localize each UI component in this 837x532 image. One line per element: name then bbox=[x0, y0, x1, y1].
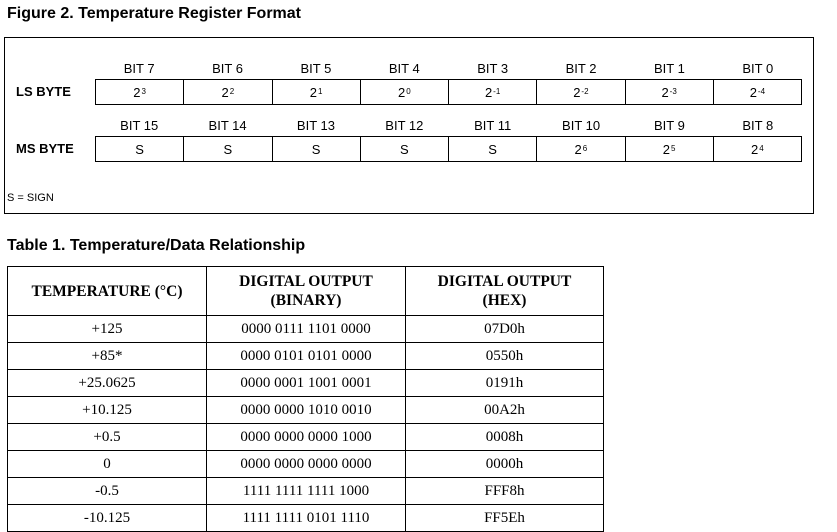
bit-label: BIT 0 bbox=[742, 61, 774, 76]
bit-cell: 2 6 bbox=[537, 137, 625, 161]
bit-label: BIT 5 bbox=[300, 61, 332, 76]
bit-value-base: 2 bbox=[751, 141, 759, 157]
bit-value-base: 2 bbox=[398, 84, 406, 100]
table-cell: +125 bbox=[8, 316, 207, 343]
sign-legend: S = SIGN bbox=[7, 192, 54, 204]
table-title: Table 1. Temperature/Data Relationship bbox=[7, 237, 306, 254]
column-header bbox=[406, 267, 604, 316]
bit-cell: 2 1 bbox=[273, 80, 361, 104]
bit-value-base: 2 bbox=[749, 84, 757, 100]
bit-cell bbox=[361, 137, 449, 161]
table-cell: 0550h bbox=[406, 343, 604, 370]
table-cell: 0 bbox=[8, 451, 207, 478]
bit-value-base: 2 bbox=[484, 84, 493, 100]
table-cell: +85* bbox=[8, 343, 207, 370]
table-cell: 0000h bbox=[406, 451, 604, 478]
bit-cell: 2 3 bbox=[96, 80, 184, 104]
bit-label: BIT 14 bbox=[208, 118, 247, 133]
figure-title: Figure 2. Temperature Register Format bbox=[7, 5, 301, 22]
bit-label: BIT 2 bbox=[565, 61, 597, 76]
table-row bbox=[8, 343, 604, 370]
bit-label: BIT 13 bbox=[296, 118, 335, 133]
table-cell: -0.5 bbox=[8, 478, 207, 505]
table-row bbox=[8, 316, 604, 343]
bit-value-base: S bbox=[400, 141, 409, 157]
bit-cell: 2 -3 bbox=[626, 80, 714, 104]
table-cell: 07D0h bbox=[406, 316, 604, 343]
temperature-data-table bbox=[7, 266, 604, 532]
bit-cell: 2 5 bbox=[626, 137, 714, 161]
bit-label: BIT 3 bbox=[477, 61, 509, 76]
bit-label: BIT 9 bbox=[654, 118, 685, 133]
bit-cell: 2 4 bbox=[714, 137, 802, 161]
ms-bit-labels bbox=[95, 118, 802, 134]
bit-cell: 2 0 bbox=[361, 80, 449, 104]
bit-value-base: 2 bbox=[574, 141, 582, 157]
column-header-text: DIGITAL OUTPUT bbox=[239, 273, 373, 290]
table-row bbox=[8, 478, 604, 505]
bit-label: BIT 11 bbox=[474, 118, 512, 133]
bit-cell: 2 -2 bbox=[537, 80, 625, 104]
bit-label: BIT 6 bbox=[212, 61, 243, 76]
table-cell: +0.5 bbox=[8, 424, 207, 451]
table-cell: 0000 0000 0000 0000 bbox=[207, 451, 406, 478]
bit-cell bbox=[273, 137, 361, 161]
bit-label: BIT 7 bbox=[123, 61, 155, 76]
bit-label: BIT 4 bbox=[388, 61, 420, 76]
table-row bbox=[8, 451, 604, 478]
table-cell: 00A2h bbox=[406, 397, 604, 424]
table-cell: FF5Eh bbox=[406, 505, 604, 532]
bit-value-base: S bbox=[223, 141, 233, 157]
bit-value-base: 2 bbox=[661, 84, 669, 100]
table-cell: FFF8h bbox=[406, 478, 604, 505]
column-header bbox=[8, 267, 207, 316]
table-cell: 1111 1111 0101 1110 bbox=[207, 505, 406, 532]
column-header bbox=[207, 267, 406, 316]
table-row bbox=[8, 397, 604, 424]
ms-byte-row bbox=[95, 136, 802, 162]
table-cell: 0000 0000 1010 0010 bbox=[207, 397, 406, 424]
table-cell: 0000 0001 1001 0001 bbox=[207, 370, 406, 397]
table-cell: 0191h bbox=[406, 370, 604, 397]
column-header-text: (BINARY) bbox=[270, 292, 342, 309]
bit-value-base: 2 bbox=[221, 84, 229, 100]
register-format-figure bbox=[4, 37, 814, 214]
bit-label: BIT 15 bbox=[120, 118, 159, 133]
bit-value-base: 2 bbox=[573, 84, 581, 100]
table-cell: 0000 0000 0000 1000 bbox=[207, 424, 406, 451]
bit-value-base: 2 bbox=[662, 141, 671, 157]
bit-cell: 2 -4 bbox=[714, 80, 802, 104]
column-header-text: DIGITAL OUTPUT bbox=[437, 273, 572, 290]
table-cell: -10.125 bbox=[8, 505, 207, 532]
table-cell: +10.125 bbox=[8, 397, 207, 424]
table-cell: 0008h bbox=[406, 424, 604, 451]
table-cell: +25.0625 bbox=[8, 370, 207, 397]
bit-cell: 2 2 bbox=[184, 80, 272, 104]
column-header-text: TEMPERATURE (°C) bbox=[31, 282, 183, 300]
column-header-text: (HEX) bbox=[482, 292, 527, 309]
bit-label: BIT 10 bbox=[562, 118, 601, 133]
table-row bbox=[8, 424, 604, 451]
table-row bbox=[8, 505, 604, 532]
table-row bbox=[8, 370, 604, 397]
bit-value-base: 2 bbox=[309, 84, 318, 100]
ls-bit-labels bbox=[95, 61, 802, 77]
table-header-row bbox=[8, 267, 604, 316]
ls-byte-label: LS BYTE bbox=[16, 84, 71, 99]
table-body bbox=[8, 316, 604, 532]
bit-value-base: S bbox=[488, 141, 497, 157]
bit-label: BIT 12 bbox=[385, 118, 424, 133]
ls-byte-row bbox=[95, 79, 802, 105]
bit-label: BIT 8 bbox=[742, 118, 774, 133]
bit-value-base: 2 bbox=[133, 84, 141, 100]
bit-cell bbox=[96, 137, 184, 161]
bit-cell bbox=[449, 137, 537, 161]
table-cell: 1111 1111 1111 1000 bbox=[207, 478, 406, 505]
bit-value-base: S bbox=[311, 141, 321, 157]
bit-label: BIT 1 bbox=[654, 61, 685, 76]
ms-byte-label: MS BYTE bbox=[16, 141, 74, 156]
table-cell: 0000 0111 1101 0000 bbox=[207, 316, 406, 343]
bit-value-base: S bbox=[135, 141, 144, 157]
table-cell: 0000 0101 0101 0000 bbox=[207, 343, 406, 370]
bit-cell bbox=[184, 137, 272, 161]
bit-cell: 2 -1 bbox=[449, 80, 537, 104]
